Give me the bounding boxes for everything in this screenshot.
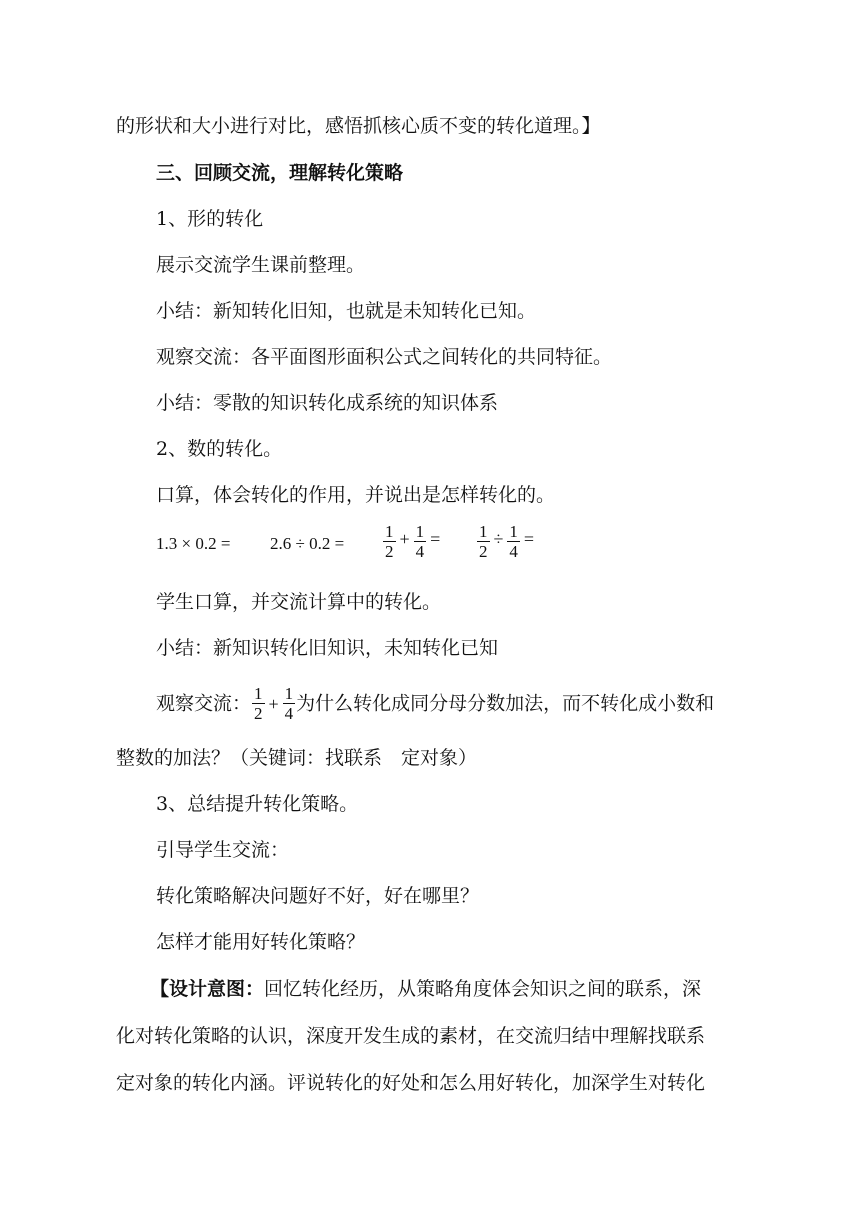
fraction-quarter: $\frac{1}{4}$ [509, 522, 518, 561]
design-intent-label: 【设计意图： [150, 978, 265, 1000]
paragraph-line: 整数的加法？（关键词：找联系 定对象） [116, 747, 478, 769]
observe-text: 为什么转化成同分母分数加法，而不转化成小数和 [296, 692, 715, 715]
paragraph-line: 展示交流学生课前整理。 [156, 254, 366, 276]
math-expressions-row [156, 522, 746, 576]
fraction-half: $\frac{1}{2}$ [385, 522, 394, 561]
paragraph-line: 化对转化策略的认识，深度开发生成的素材，在交流归结中理解找联系 [116, 1025, 706, 1047]
section-heading: 三、回顾交流，理解转化策略 [156, 162, 404, 184]
paragraph-line: 的形状和大小进行对比，感悟抓核心质不变的转化道理。】 [116, 115, 601, 137]
paragraph-line: 小结：新知识转化旧知识，未知转化已知 [156, 637, 499, 659]
paragraph-line-with-fraction: 观察交流： $\frac{1}{2}$ + $\frac{1}{4}$ 为什么转化成同分母分数加法，而不转化成小数和 [156, 684, 715, 723]
fraction-half: $\frac{1}{2}$ [479, 522, 488, 561]
subheading-number-conversion: 2、数的转化。 [156, 438, 283, 460]
subheading-shape-conversion: 1、形的转化 [156, 208, 264, 230]
paragraph-line: 口算，体会转化的作用，并说出是怎样转化的。 [156, 484, 556, 506]
paragraph-line: 小结：新知转化旧知，也就是未知转化已知。 [156, 300, 537, 322]
paragraph-line: 定对象的转化内涵。评说转化的好处和怎么用好转化，加深学生对转化 [116, 1072, 706, 1094]
design-intent-text: 回忆转化经历，从策略角度体会知识之间的联系，深 [264, 978, 702, 1000]
fraction-quarter: $\frac{1}{4}$ [415, 522, 425, 561]
fraction-half: $\frac{1}{2}$ [254, 684, 263, 723]
observe-label: 观察交流： [156, 692, 252, 715]
design-intent-line [150, 977, 750, 1001]
paragraph-line: 观察交流：各平面图形面积公式之间转化的共同特征。 [156, 346, 613, 368]
subheading-strategy-summary: 3、总结提升转化策略。 [156, 793, 359, 815]
expression-divide: 2.6 ÷ 0.2 = [270, 534, 345, 553]
fraction-quarter: $\frac{1}{4}$ [284, 684, 294, 723]
expression-fraction-add: $\frac{1}{2}$ + $\frac{1}{4}$ = [385, 522, 441, 561]
paragraph-line: 转化策略解决问题好不好，好在哪里？ [156, 885, 480, 907]
paragraph-line: 怎样才能用好转化策略？ [156, 931, 366, 953]
expression-multiply: 1.3 × 0.2 = [156, 534, 231, 553]
paragraph-line: 引导学生交流： [156, 839, 290, 861]
paragraph-line: 学生口算，并交流计算中的转化。 [156, 591, 442, 613]
expression-fraction-divide: $\frac{1}{2}$ ÷ $\frac{1}{4}$ = [479, 522, 535, 561]
paragraph-line: 小结：零散的知识转化成系统的知识体系 [156, 392, 499, 414]
